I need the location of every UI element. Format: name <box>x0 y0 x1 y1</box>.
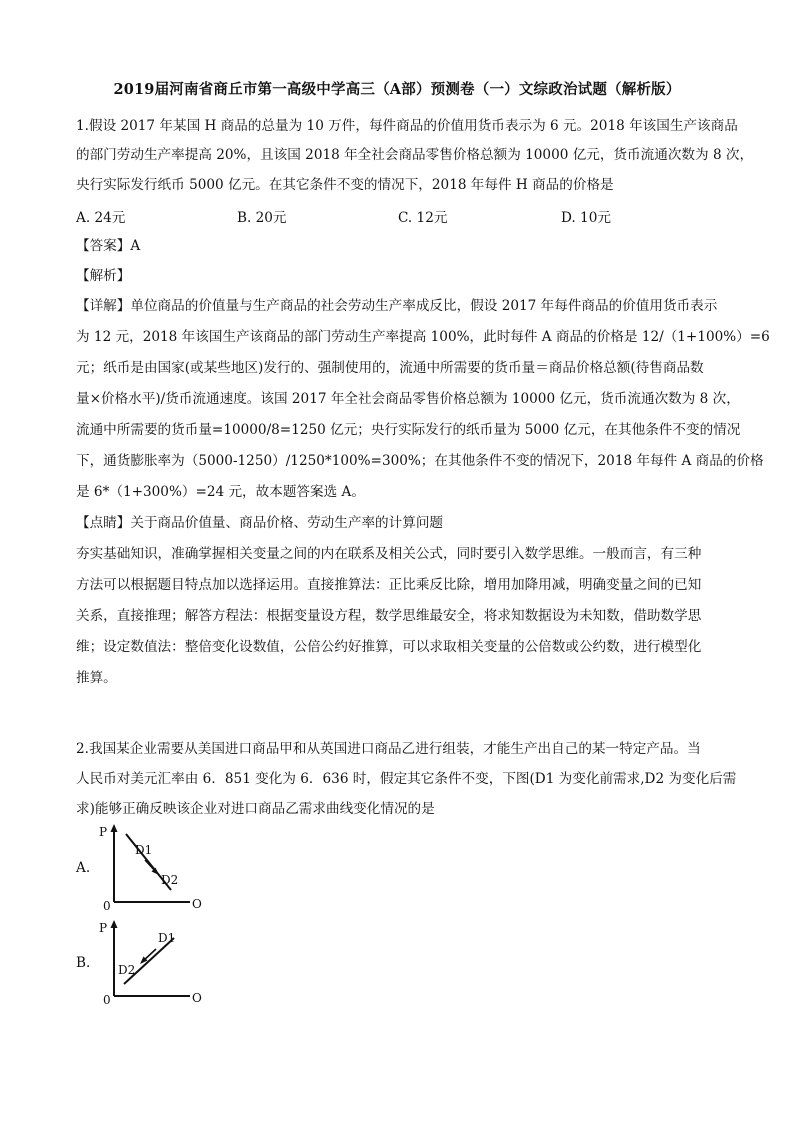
q1-option-b: B. 20元 <box>237 210 287 226</box>
q2-option-b-label: B. <box>76 955 91 971</box>
page-title: 2019届河南省商丘市第一高级中学高三（A部）预测卷（一）文综政治试题（解析版） <box>113 81 681 98</box>
q1-comment-line-4: 关系，直接推理；解答方程法：根据变量设方程，数学思维最安全，将求知数据设为未知数，借助数学思 <box>76 608 702 624</box>
q2-stem-line-1: 2.我国某企业需要从美国进口商品甲和从英国进口商品乙进行组装，才能生产出自己的某一特定产品。当 <box>76 741 701 757</box>
q1-option-a: A. 24元 <box>76 210 126 226</box>
q1-detail-line-7: 是 6*（1+300%）=24 元，故本题答案选 A。 <box>76 484 365 500</box>
graph-b-x-label: O <box>192 991 202 1005</box>
q1-option-c: C. 12元 <box>398 210 448 226</box>
graph-a-d1-label: D1 <box>135 843 153 857</box>
q1-option-d: D. 10元 <box>561 210 611 226</box>
q1-detail-line-6: 下，通货膨胀率为（5000-1250）/1250*100%=300%；在其他条件不变的情况下，2018 年每件 A 商品的价格 <box>76 453 764 469</box>
q2-stem-line-3: 求)能够正确反映该企业对进口商品乙需求曲线变化情况的是 <box>76 801 435 817</box>
q1-comment-line-6: 推算。 <box>76 670 117 686</box>
q1-detail-line-4: 量×价格水平)/货币流通速度。该国 2017 年全社会商品零售价格总额为 10000 亿元，货币流通次数为 8 次， <box>76 391 740 407</box>
q1-comment-line-2: 夯实基础知识，准确掌握相关变量之间的内在联系及相关公式，同时要引入数学思维。一般而言，有三种 <box>76 546 702 562</box>
q1-detail-line-3: 元；纸币是由国家(或某些地区)发行的、强制使用的，流通中所需要的货币量＝商品价格总额(待售商品数 <box>76 360 704 376</box>
graph-a-y-arrowhead <box>111 824 118 832</box>
q2-option-a-label: A. <box>76 860 91 876</box>
q1-stem-line-1: 1.假设 2017 年某国 H 商品的总量为 10 万件，每件商品的价值用货币表示为 6 元。2018 年该国生产该商品 <box>76 118 738 134</box>
q1-detail-line-1: 【详解】单位商品的价值量与生产商品的社会劳动生产率成反比，假设 2017 年每件商品的价值用货币表示 <box>76 298 718 314</box>
graph-b-d1-label: D1 <box>158 931 176 945</box>
graph-b-y-label: P <box>99 921 108 935</box>
q2-graph-b <box>96 918 216 1010</box>
q2-stem-line-2: 人民币对美元汇率由 6．851 变化为 6．636 时，假定其它条件不变，下图(D1 为变化前需求,D2 为变化后需 <box>76 771 737 787</box>
graph-b-d2-label: D2 <box>118 963 136 977</box>
q1-detail-line-2: 为 12 元，2018 年该国生产该商品的部门劳动生产率提高 100%，此时每件 A 商品的价格是 12/（1+100%）=6 <box>76 329 770 345</box>
q1-detail-line-5: 流通中所需要的货币量=10000/8=1250 亿元；央行实际发行的纸币量为 5000 亿元，在其他条件不变的情况 <box>76 422 741 438</box>
graph-a-y-label: P <box>99 825 108 839</box>
graph-a-d2-label: D2 <box>161 873 179 887</box>
q1-analysis-heading: 【解析】 <box>76 268 131 284</box>
q2-graph-a <box>96 822 216 914</box>
q1-answer: 【答案】A <box>76 238 141 254</box>
graph-a-origin-label: 0 <box>103 899 111 913</box>
q1-stem-line-3: 央行实际发行纸币 5000 亿元。在其它条件不变的情况下，2018 年每件 H 商品的价格是 <box>76 177 614 193</box>
q1-comment-line-5: 维；设定数值法：整倍变化设数值，公倍公约好推算，可以求取相关变量的公倍数或公约数，进行模型化 <box>76 639 702 655</box>
graph-b-y-arrowhead <box>111 920 118 928</box>
graph-b-origin-label: 0 <box>103 993 111 1007</box>
graph-a-x-label: O <box>192 897 202 911</box>
q1-stem-line-2: 的部门劳动生产率提高 20%，且该国 2018 年全社会商品零售价格总额为 10000 亿元，货币流通次数为 8 次， <box>76 147 754 163</box>
q1-comment-line-1: 【点睛】关于商品价值量、商品价格、劳动生产率的计算问题 <box>76 515 444 531</box>
q1-comment-line-3: 方法可以根据题目特点加以选择运用。直接推算法：正比乘反比除，增用加降用减，明确变量之间的已知 <box>76 577 702 593</box>
